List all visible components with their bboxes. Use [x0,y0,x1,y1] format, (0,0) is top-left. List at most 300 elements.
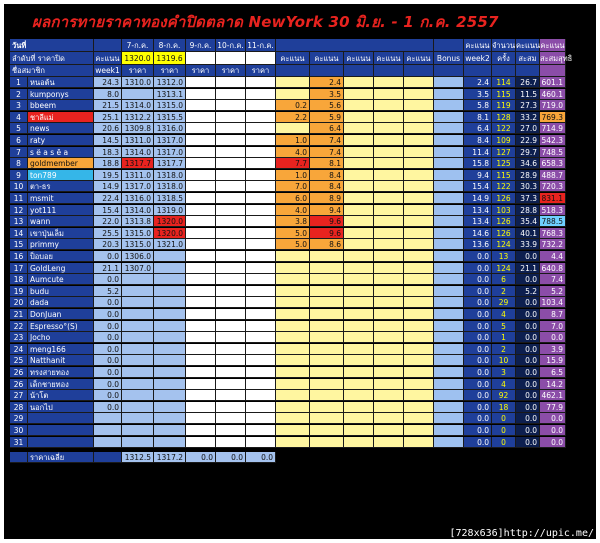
table-cell [434,321,464,332]
score-day1 [276,367,310,378]
row-number: 27 [10,390,28,401]
price-day2: 1316.0 [154,123,186,134]
times-count: 114 [492,77,516,88]
table-cell [216,355,246,366]
table-cell [344,413,374,424]
table-cell [246,425,276,436]
table-cell [434,135,464,146]
table-cell [216,100,246,111]
week1-score: 5.2 [94,286,122,297]
total-score: 7.0 [540,321,566,332]
price-day1: 1315.0 [122,228,154,239]
times-count: 103 [492,205,516,216]
times-count: 4 [492,379,516,390]
table-cell [344,123,374,134]
table-cell [434,170,464,181]
score-day1: 6.0 [276,193,310,204]
times-count: 115 [492,89,516,100]
table-cell [404,286,434,297]
table-cell [374,193,404,204]
table-cell [216,379,246,390]
total-score: 768.3 [540,228,566,239]
week2-score: 0.0 [464,263,492,274]
acc-score: 0.0 [516,390,540,401]
price-day2: 1318.0 [154,181,186,192]
row-number: 9 [10,170,28,181]
price-day1: 1317.0 [122,181,154,192]
table-cell [94,452,122,463]
table-cell [434,147,464,158]
row-number: 25 [10,355,28,366]
table-cell [434,251,464,262]
score-day2: 8.4 [310,170,344,181]
price-day1 [122,390,154,401]
total-score: 0.0 [540,332,566,343]
table-cell [186,100,216,111]
row-number: 28 [10,402,28,413]
week1-score: 0.0 [94,297,122,308]
avg-price-5: 0.0 [246,452,276,463]
table-cell [404,297,434,308]
table-cell [374,274,404,285]
table-cell [186,123,216,134]
table-row [10,181,566,192]
table-cell [246,239,276,250]
table-cell [216,321,246,332]
price-day1 [122,297,154,308]
score-day2: 9.6 [310,216,344,227]
table-cell [186,228,216,239]
score-day1: 4.0 [276,147,310,158]
times-count: 6 [492,274,516,285]
week1-score: 0.0 [94,367,122,378]
table-cell [344,321,374,332]
table-row [10,452,276,463]
table-cell [434,112,464,123]
price-day1: 1316.0 [122,193,154,204]
table-cell [434,193,464,204]
week1-score: 18.3 [94,147,122,158]
table-cell [186,181,216,192]
table-cell [434,39,464,52]
close-price-1: 1320.0 [122,52,154,65]
week1-score: 0.0 [94,379,122,390]
table-cell [186,170,216,181]
close-price-4 [216,52,246,65]
table-cell: สะสมสุทธิ [540,54,573,63]
table-row [10,379,566,390]
table-cell [374,216,404,227]
week1-score: 25.5 [94,228,122,239]
total-score: 518.3 [540,205,566,216]
week2-score: 15.8 [464,158,492,169]
table-cell [344,251,374,262]
week2-score: 2.4 [464,77,492,88]
member-name: yot111 [28,205,94,216]
times-count: 109 [492,135,516,146]
row-number: 12 [10,205,28,216]
table-cell [344,77,374,88]
row-number: 5 [10,123,28,134]
table-cell [374,425,404,436]
table-cell [216,390,246,401]
avg-price-4: 0.0 [216,452,246,463]
score-day2 [310,425,344,436]
table-row [10,123,566,134]
table-cell [246,344,276,355]
acc-score: 40.1 [516,228,540,239]
price-day1: 1309.8 [122,123,154,134]
week2-score: 13.4 [464,216,492,227]
week2-score: 0.0 [464,344,492,355]
table-cell [216,309,246,320]
table-cell [216,135,246,146]
price-day2 [154,263,186,274]
total-score: 8.7 [540,309,566,320]
member-name: news [28,123,94,134]
week1-score: 14.9 [94,181,122,192]
total-score: 640.8 [540,263,566,274]
score-day1 [276,321,310,332]
table-cell [404,147,434,158]
times-count: 128 [492,112,516,123]
score-day1: 1.0 [276,170,310,181]
acc-score: 0.0 [516,367,540,378]
table-cell [186,425,216,436]
price-day2 [154,355,186,366]
table-cell [404,263,434,274]
member-name: หนอต้น [28,77,94,88]
table-cell [216,112,246,123]
table-cell [374,390,404,401]
table-cell [216,205,246,216]
week2-score: 14.9 [464,193,492,204]
score-day1 [276,425,310,436]
table-cell [374,181,404,192]
row-number: 31 [10,437,28,448]
table-row [10,170,566,181]
times-count: 125 [492,158,516,169]
table-cell [246,205,276,216]
table-cell [186,158,216,169]
table-cell [344,390,374,401]
score-day2: 2.4 [310,77,344,88]
price-day2 [154,297,186,308]
table-cell [374,65,404,77]
row-number: 4 [10,112,28,123]
table-cell [344,309,374,320]
table-row [10,355,566,366]
score-day2: 3.5 [310,89,344,100]
table-row [10,239,566,250]
score-day1 [276,437,310,448]
price-day2 [154,251,186,262]
times-count: 127 [492,147,516,158]
table-cell [404,158,434,169]
table-cell [246,355,276,366]
table-row [10,193,566,204]
row-number: 13 [10,216,28,227]
price-day2 [154,390,186,401]
header-date-1: 7-ก.ค. [122,39,154,52]
score-day2 [310,367,344,378]
table-cell [434,344,464,355]
acc-score: 33.2 [516,112,540,123]
table-cell [374,297,404,308]
table-cell [216,332,246,343]
table-cell [374,112,404,123]
table-row [10,158,566,169]
table-cell [434,309,464,320]
row-number: 22 [10,321,28,332]
week2-score: 0.0 [464,402,492,413]
score-day1 [276,123,310,134]
acc-score: 0.0 [516,251,540,262]
score-day2 [310,379,344,390]
table-cell [434,228,464,239]
times-count: 4 [492,309,516,320]
table-cell [434,216,464,227]
table-cell [434,239,464,250]
table-cell [246,147,276,158]
table-cell [374,239,404,250]
member-name: ton789 [28,170,94,181]
table-cell [434,437,464,448]
table-row [10,228,566,239]
score-day1: 1.0 [276,135,310,146]
table-cell [246,413,276,424]
table-cell [344,181,374,192]
table-cell [246,332,276,343]
acc-score: 0.0 [516,321,540,332]
week1-score: 20.3 [94,239,122,250]
member-name: ป็อบอย [28,251,94,262]
table-cell [404,332,434,343]
acc-score: 35.4 [516,216,540,227]
member-name: DonJuan [28,309,94,320]
table-cell: คะแนน [310,52,344,65]
acc-score: 22.9 [516,135,540,146]
price-day1: 1310.0 [122,77,154,88]
table-cell [374,332,404,343]
table-cell [186,263,216,274]
price-day1 [122,355,154,366]
table-cell [216,239,246,250]
table-cell [404,170,434,181]
table-cell: คะแนน [374,52,404,65]
acc-score: 0.0 [516,402,540,413]
table-cell [374,402,404,413]
avg-price-2: 1317.2 [154,452,186,463]
table-cell [434,100,464,111]
table-row [10,413,566,424]
week1-score: 21.5 [94,100,122,111]
member-name: น้าโต [28,390,94,401]
price-day1: 1313.8 [122,216,154,227]
table-cell [276,65,310,77]
total-score: 15.9 [540,355,566,366]
table-cell [374,170,404,181]
table-row [10,251,566,262]
score-day2: 9.4 [310,205,344,216]
table-cell [246,158,276,169]
table-cell [186,344,216,355]
score-day1: 5.0 [276,239,310,250]
member-name: s ë a s ē a [28,147,94,158]
table-cell [216,344,246,355]
score-day1 [276,379,310,390]
table-cell [186,390,216,401]
table-cell [344,437,374,448]
table-cell [186,205,216,216]
score-day2 [310,263,344,274]
table-cell [216,251,246,262]
member-name: goldmember [28,158,94,169]
table-cell: ราคา [154,65,186,77]
table-cell [216,263,246,274]
score-day2 [310,355,344,366]
score-day2: 8.6 [310,239,344,250]
table-cell [404,309,434,320]
table-cell [344,147,374,158]
member-name: kumponys [28,89,94,100]
week1-score [94,437,122,448]
acc-score: 28.9 [516,170,540,181]
page-title: ผลการทายราคาทองคำปิดตลาด NewYork 30 มิ.ย. - 1 ก.ค. 2557 [32,13,499,31]
times-count: 0 [492,413,516,424]
score-day2 [310,297,344,308]
week1-score: 0.0 [94,344,122,355]
total-score: 720.3 [540,181,566,192]
total-score: 658.3 [540,158,566,169]
times-count: 5 [492,321,516,332]
table-cell [186,135,216,146]
table-cell [344,100,374,111]
score-day1: 2.2 [276,112,310,123]
price-day1: 1311.0 [122,135,154,146]
week1-score: 0.0 [94,355,122,366]
member-name: wann [28,216,94,227]
score-day1 [276,402,310,413]
sheet-frame [4,4,596,539]
table-row [10,77,566,88]
week2-score: 0.0 [464,390,492,401]
table-cell [246,263,276,274]
close-price-3 [186,52,216,65]
table-cell [246,112,276,123]
acc-score: 0.0 [516,437,540,448]
acc-score: 0.0 [516,413,540,424]
table-row [10,332,566,343]
total-score: 769.3 [540,112,566,123]
price-day2 [154,425,186,436]
price-day1: 1307.0 [122,263,154,274]
header-count: จำนวน [492,41,516,50]
price-day1 [122,309,154,320]
table-cell [434,402,464,413]
table-cell [404,390,434,401]
header-close-label: ลำดับที่ ราคาปิด [10,52,94,65]
member-name: msmit [28,193,94,204]
week1-score [94,413,122,424]
row-number: 6 [10,135,28,146]
price-day1: 1315.0 [122,239,154,250]
table-row [10,100,566,111]
member-name: Espresso°(S) [28,321,94,332]
table-cell [216,437,246,448]
table-cell [246,309,276,320]
score-day1 [276,355,310,366]
table-cell [434,181,464,192]
table-cell [404,402,434,413]
table-row [10,321,566,332]
times-count: 18 [492,402,516,413]
table-cell [374,251,404,262]
header-date-3: 9-ก.ค. [186,39,216,52]
week2-score: 0.0 [464,379,492,390]
price-day2: 1312.0 [154,77,186,88]
score-day2: 7.4 [310,147,344,158]
week2-score: 0.0 [464,425,492,436]
row-number: 8 [10,158,28,169]
table-row [10,65,566,77]
table-cell [216,158,246,169]
price-day1: 1312.2 [122,112,154,123]
table-cell [540,65,566,77]
table-row [10,390,566,401]
table-row [10,112,566,123]
table-cell [404,100,434,111]
avg-label: ราคาเฉลี่ย [28,452,94,463]
price-day1 [122,321,154,332]
table-cell [404,251,434,262]
total-score: 460.1 [540,89,566,100]
total-score: 488.7 [540,170,566,181]
table-cell [434,367,464,378]
acc-score: 26.7 [516,77,540,88]
acc-score: 0.0 [516,355,540,366]
week1-score: 0.0 [94,251,122,262]
table-cell [404,379,434,390]
week1-score: 22.4 [94,193,122,204]
table-cell [186,216,216,227]
price-day2 [154,402,186,413]
close-price-2: 1319.6 [154,52,186,65]
acc-score: 0.0 [516,332,540,343]
table-cell [246,170,276,181]
table-cell [374,147,404,158]
score-day1 [276,344,310,355]
member-name: ชาลีแม่ [28,112,94,123]
table-cell [374,344,404,355]
score-day2 [310,344,344,355]
week1-score: 14.5 [94,135,122,146]
acc-score: 0.0 [516,309,540,320]
total-score: 4.4 [540,251,566,262]
week2-score: 0.0 [464,297,492,308]
table-cell [374,355,404,366]
total-score: 6.5 [540,367,566,378]
times-count: 124 [492,263,516,274]
table-cell [216,367,246,378]
table-cell [344,65,374,77]
table-cell [404,367,434,378]
total-score: 732.2 [540,239,566,250]
score-day2 [310,402,344,413]
price-day2: 1320.0 [154,228,186,239]
table-cell [374,367,404,378]
row-number: 30 [10,425,28,436]
